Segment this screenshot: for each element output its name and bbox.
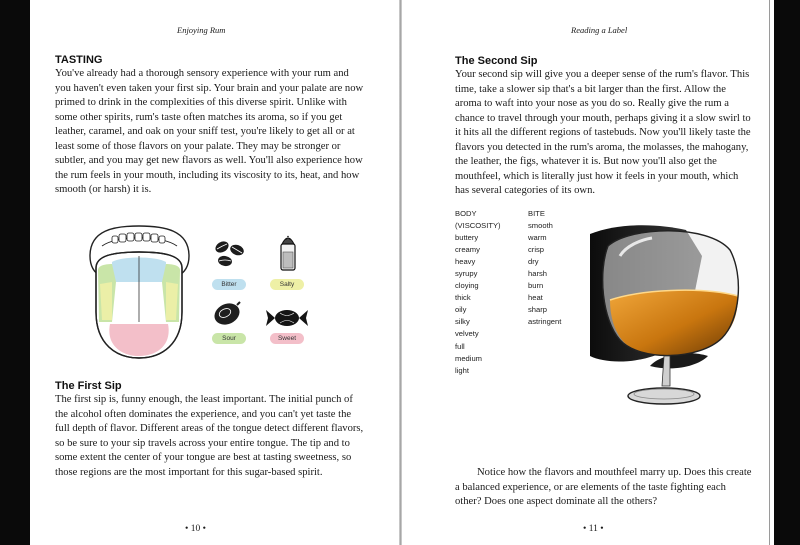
left-running-head: Enjoying Rum xyxy=(177,25,226,35)
list-item: crisp xyxy=(528,245,545,255)
left-folio: • 10 • xyxy=(185,524,206,534)
list-item: dry xyxy=(528,257,539,267)
list-item: warm xyxy=(528,233,547,243)
bite-header: BITE xyxy=(528,209,545,218)
list-item: astringent xyxy=(528,317,562,327)
list-item: harsh xyxy=(528,269,547,279)
tasting-paragraph: You've already had a thorough sensory experience with your rum and you haven't even taken your first sip. Your brain and your palate are now primed to drink in the complexities of this diverse spirit. Unlike with some other spirits, rum's taste often matches its aroma, so if you get leather, caramel, and oak on your sniff test, you're likely to get all or at least some of those flavors on your palate. They may be stronger or subtler, and you may get new flavors as well. You'll also experience how the rum feels in your mouth, including its viscosity to its, heat, and how smooth (or harsh) it is. xyxy=(55,68,364,195)
salty-label: Salty xyxy=(270,279,304,290)
page-edge-line xyxy=(769,0,770,545)
list-item: full xyxy=(455,341,465,351)
right-folio: • 11 • xyxy=(583,524,604,534)
book-gutter xyxy=(399,0,402,545)
coffee-beans-icon xyxy=(213,238,247,270)
candy-icon xyxy=(263,305,311,331)
list-item: oily xyxy=(455,305,467,315)
list-item: cloying xyxy=(455,281,479,291)
body-subheader: (VISCOSITY) xyxy=(455,221,501,231)
first-sip-paragraph: The first sip is, funny enough, the least important. The initial punch of the alcohol often dominates the experience, and you can't yet taste the full depth of flavor. Different areas of the tongue detect different flavors, so be sure to your sip travels across your entire tongue. The tip and to some extent the center of your tongue are best at tasting sweetness, so those regions are the most important for this sugar-based spirit. xyxy=(55,394,364,478)
list-item: smooth xyxy=(528,221,553,231)
second-sip-paragraph: Your second sip will give you a deeper sense of the rum's flavor. This time, take a slower sip that's a bit larger than the first. Allow the aroma to waft into your nose as you do so. Really give the rum a chance to travel through your mouth, perhaps giving it a slow swirl to it hits all the different regions of tastebuds. Now you'll likely taste the flavors you detected in the rum's aroma, the molasses, the mahogany, the leather, the figs, whatever it is. But now you'll also get the mouthfeel, which is literally just how it feels in your mouth, which has several categories of its own. xyxy=(455,69,751,196)
list-item: thick xyxy=(455,293,471,303)
salt-shaker-icon xyxy=(278,232,298,272)
list-item: creamy xyxy=(455,245,480,255)
closing-paragraph: Notice how the flavors and mouthfeel marry up. Does this create a balanced experience, or are elements of the taste fighting each other? Does one aspect dominate all the others? xyxy=(455,467,752,507)
first-sip-heading: The First Sip xyxy=(55,380,122,392)
book-edge-left xyxy=(0,0,30,545)
book-edge-right xyxy=(774,0,800,545)
list-item: buttery xyxy=(455,233,479,243)
snifter-glass-icon xyxy=(590,216,748,414)
list-item: velvety xyxy=(455,329,479,339)
list-item: medium xyxy=(455,353,483,363)
sweet-label: Sweet xyxy=(270,333,304,344)
body-header: BODY xyxy=(455,209,477,218)
tasting-heading: TASTING xyxy=(55,54,103,66)
list-item: silky xyxy=(455,317,470,327)
bitter-label: Bitter xyxy=(212,279,246,290)
sour-label: Sour xyxy=(212,333,246,344)
right-running-head: Reading a Label xyxy=(571,25,628,35)
list-item: burn xyxy=(528,281,544,291)
body-column xyxy=(455,208,501,377)
bite-column xyxy=(528,208,561,328)
list-item: light xyxy=(455,365,469,375)
list-item: heat xyxy=(528,293,543,303)
list-item: heavy xyxy=(455,257,476,267)
tongue-diagram-icon xyxy=(82,222,197,362)
lemon-icon xyxy=(212,300,242,328)
list-item: syrupy xyxy=(455,269,478,279)
list-item: sharp xyxy=(528,305,547,315)
second-sip-heading: The Second Sip xyxy=(455,55,538,67)
